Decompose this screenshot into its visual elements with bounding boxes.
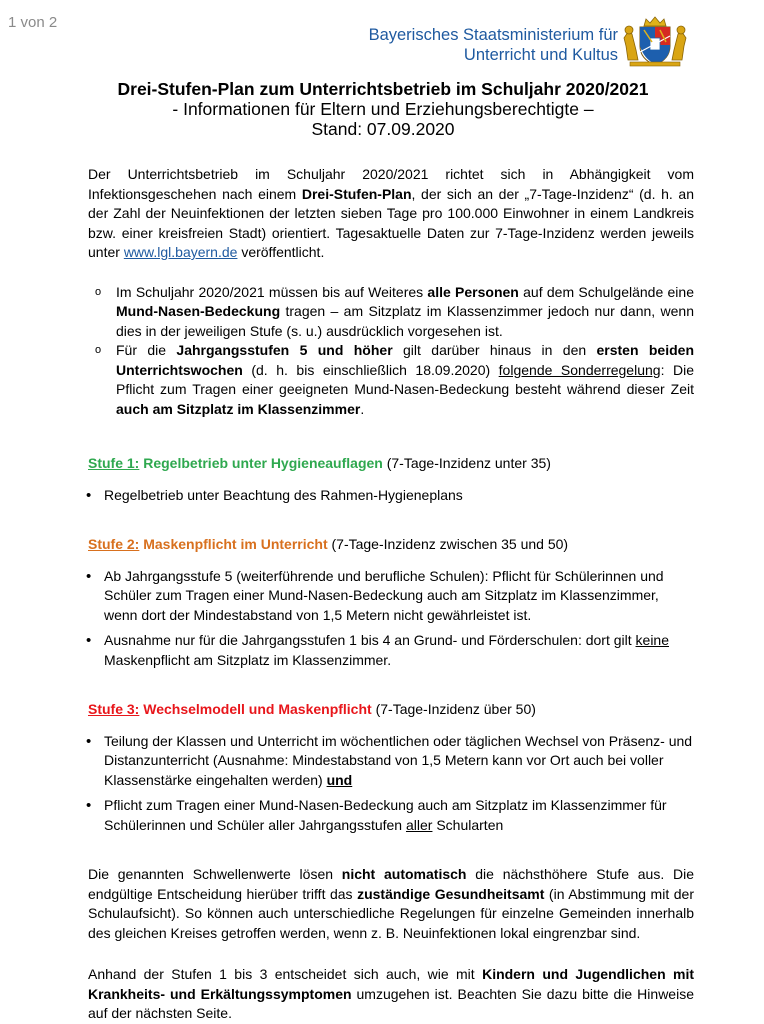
title-date: Stand: 07.09.2020 <box>311 119 455 139</box>
thresholds-paragraph <box>88 865 694 943</box>
bold-text: Mund-Nasen-Bedeckung <box>116 303 281 319</box>
text: Teilung der Klassen und Unterricht im wöchentlichen oder täglichen Wechsel von Präsenz- und Distanzunterricht (Ausnahme: Mindestabstand von 1,5 Metern kann vor Ort auch bei voller Klassenstärke eingehalten werden) <box>104 732 693 788</box>
document-title <box>60 79 706 139</box>
list-item <box>88 283 694 342</box>
text: veröffentlicht. <box>237 244 325 260</box>
stage-3-list <box>88 732 694 836</box>
stage-2-range: (7-Tage-Inzidenz zwischen 35 und 50) <box>327 536 569 552</box>
stage-2-list <box>88 567 694 671</box>
document-body <box>88 165 694 1024</box>
underlined-text: keine <box>635 632 669 648</box>
text: . <box>360 400 365 417</box>
list-item: • Regelbetrieb unter Beachtung des Rahmen-Hygieneplans <box>88 486 694 506</box>
stage-2-title: Maskenpflicht im Unterricht <box>143 536 328 552</box>
list-item <box>88 796 694 835</box>
stage-1-title: Regelbetrieb unter Hygieneauflagen <box>143 455 383 471</box>
text: , der sich an der „7-Tage-Inzidenz“ (d. h. an der Zahl der Neuinfektionen der letzten sieben Tage pro 100.000 Einwohner in einem Landkreis bzw. einer kreisfreien Stadt) orientiert. Tagesaktuelle Daten zur 7-Tage-Inzidenz werden jeweils unter <box>88 185 694 260</box>
text: : Die Pflicht zum Tragen einer geeigneten Mund-Nasen-Bedeckung besteht während dieser Zeit <box>116 361 694 397</box>
page-counter: 1 von 2 <box>8 14 58 31</box>
ministry-name <box>369 25 618 65</box>
stage-1-heading <box>88 454 694 474</box>
text: Pflicht zum Tragen einer Mund-Nasen-Bedeckung auch am Sitzplatz im Klassenzimmer für Schülerinnen und Schüler aller Jahrgangsstufen <box>104 797 667 833</box>
bold-text: Drei-Stufen-Plan <box>301 185 412 202</box>
stage-1-range: (7-Tage-Inzidenz unter 35) <box>382 455 551 471</box>
text: die nächsthöhere Stufe aus. Die endgültige Entscheidung hierüber trifft das <box>88 866 694 902</box>
text: Ausnahme nur für die Jahrgangsstufen 1 bis 4 an Grund- und Förderschulen: dort gilt <box>104 632 636 648</box>
text: Im Schuljahr 2020/2021 müssen bis auf Weiteres <box>116 283 428 300</box>
rules-list <box>88 283 694 420</box>
ministry-line-1: Bayerisches Staatsministerium für <box>368 26 618 44</box>
stage-1-list <box>88 486 694 506</box>
text: Die genannten Schwellenwerte lösen <box>88 866 342 882</box>
closing-paragraph <box>88 965 694 1024</box>
title-main: Drei-Stufen-Plan zum Unterrichtsbetrieb im Schuljahr 2020/2021 <box>117 79 649 99</box>
underlined-text: aller <box>405 816 433 833</box>
text: gilt darüber hinaus in den <box>392 342 597 358</box>
title-subtitle: - Informationen für Eltern und Erziehungsberechtigte – <box>172 99 594 119</box>
list-item: • Ab Jahrgangsstufe 5 (weiterführende und berufliche Schulen): Pflicht für Schülerinnen und Schüler zum Tragen einer Mund-Nasen-Bedeckung auch am Sitzplatz im Klassenzimmer, wenn dort der Mindestabstand von 1,5 Metern nicht gewährleistet ist. <box>88 567 694 626</box>
stage-3-heading <box>88 700 694 720</box>
text: Schularten <box>432 816 504 833</box>
ministry-line-2: Unterricht und Kultus <box>463 46 618 64</box>
text: Der Unterrichtsbetrieb im Schuljahr 2020/2021 richtet sich in Abhängigkeit vom Infektionsgeschehen nach einem <box>88 166 694 202</box>
text: (d. h. bis einschließlich 18.09.2020) <box>242 361 499 378</box>
list-item <box>88 631 694 670</box>
lgl-link[interactable]: www.lgl.bayern.de <box>123 244 238 260</box>
stage-3-range: (7-Tage-Inzidenz über 50) <box>371 701 536 717</box>
stage-2-label: Stufe 2: <box>88 536 140 552</box>
stage-1-label: Stufe 1: <box>88 455 140 471</box>
stage-2-heading <box>88 535 694 555</box>
bavarian-coat-of-arms-icon <box>622 16 688 68</box>
list-item <box>88 341 694 419</box>
underlined-bold-text: und <box>326 771 353 788</box>
intro-paragraph <box>88 165 694 263</box>
text: (in Abstimmung mit der Schulaufsicht). So können auch unterschiedliche Regelungen für einzelne Gemeinden innerhalb des gleichen Kreises getroffen werden, wenn z. B. Neuinfektionen lokal eingrenzbar sind. <box>88 885 694 941</box>
text: Für die <box>116 342 177 358</box>
list-item <box>88 732 694 791</box>
bold-text: nicht automatisch <box>341 866 467 882</box>
bold-text: Jahrgangsstufen 5 und höher <box>176 342 393 358</box>
text: Anhand der Stufen 1 bis 3 entscheidet sich auch, wie mit <box>88 966 483 982</box>
bold-text: zuständige Gesundheitsamt <box>357 885 545 902</box>
underlined-text: folgende Sonderregelung <box>498 361 661 378</box>
text: umzugehen ist. Beachten Sie dazu bitte die Hinweise auf der nächsten Seite. <box>88 985 694 1021</box>
bold-text: Kindern und Jugendlichen mit Krankheits- und Erkältungssymptomen <box>88 966 695 1002</box>
bold-text: auch am Sitzplatz im Klassenzimmer <box>116 400 361 417</box>
stage-3-title: Wechselmodell und Maskenpflicht <box>143 701 372 717</box>
text: auf dem Schulgelände eine <box>518 283 694 300</box>
bold-text: ersten beiden Unterrichtswochen <box>116 342 695 378</box>
bold-text: alle Personen <box>427 283 519 300</box>
text: Maskenpflicht am Sitzplatz im Klassenzimmer. <box>104 651 392 668</box>
text: tragen – am Sitzplatz im Klassenzimmer jedoch nur dann, wenn dies in der jeweiligen Stufe (s. u.) ausdrücklich vorgesehen ist. <box>116 303 694 339</box>
stage-3-label: Stufe 3: <box>88 701 140 717</box>
